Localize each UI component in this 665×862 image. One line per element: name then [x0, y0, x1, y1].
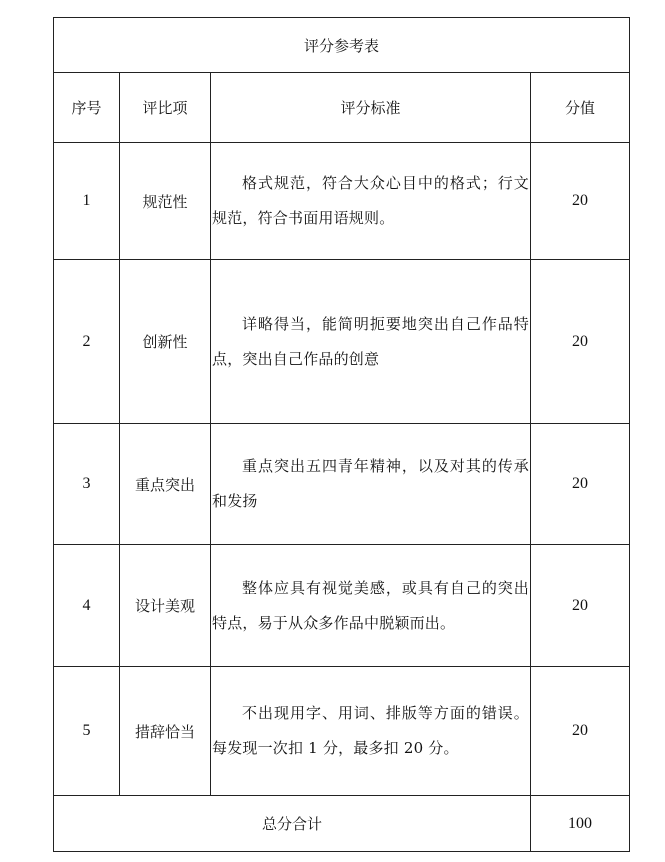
row-index: 2 — [54, 260, 120, 424]
row-item: 措辞恰当 — [120, 667, 211, 796]
table-title: 评分参考表 — [54, 18, 630, 73]
row-score: 20 — [531, 545, 630, 667]
table-title-row — [54, 18, 630, 73]
row-score: 20 — [531, 424, 630, 545]
row-criteria: 详略得当，能简明扼要地突出自己作品特点，突出自己作品的创意 — [211, 260, 531, 424]
row-score: 20 — [531, 667, 630, 796]
row-criteria: 整体应具有视觉美感，或具有自己的突出特点，易于从众多作品中脱颖而出。 — [211, 545, 531, 667]
table-row — [54, 424, 630, 545]
table-row — [54, 260, 630, 424]
total-value: 100 — [531, 796, 630, 852]
row-item: 创新性 — [120, 260, 211, 424]
row-item: 设计美观 — [120, 545, 211, 667]
header-index: 序号 — [54, 73, 120, 143]
scoring-reference-table — [53, 17, 630, 852]
row-criteria: 不出现用字、用词、排版等方面的错误。每发现一次扣 1 分，最多扣 20 分。 — [211, 667, 531, 796]
header-criteria: 评分标准 — [211, 73, 531, 143]
row-criteria: 重点突出五四青年精神，以及对其的传承和发扬 — [211, 424, 531, 545]
row-index: 5 — [54, 667, 120, 796]
header-score: 分值 — [531, 73, 630, 143]
table-total-row — [54, 796, 630, 852]
row-index: 3 — [54, 424, 120, 545]
row-item: 规范性 — [120, 143, 211, 260]
table-row — [54, 143, 630, 260]
total-label: 总分合计 — [54, 796, 531, 852]
header-item: 评比项 — [120, 73, 211, 143]
table-header-row — [54, 73, 630, 143]
row-item: 重点突出 — [120, 424, 211, 545]
row-index: 4 — [54, 545, 120, 667]
row-index: 1 — [54, 143, 120, 260]
row-score: 20 — [531, 260, 630, 424]
table-row — [54, 667, 630, 796]
table-row — [54, 545, 630, 667]
row-criteria: 格式规范，符合大众心目中的格式；行文规范，符合书面用语规则。 — [211, 143, 531, 260]
row-score: 20 — [531, 143, 630, 260]
